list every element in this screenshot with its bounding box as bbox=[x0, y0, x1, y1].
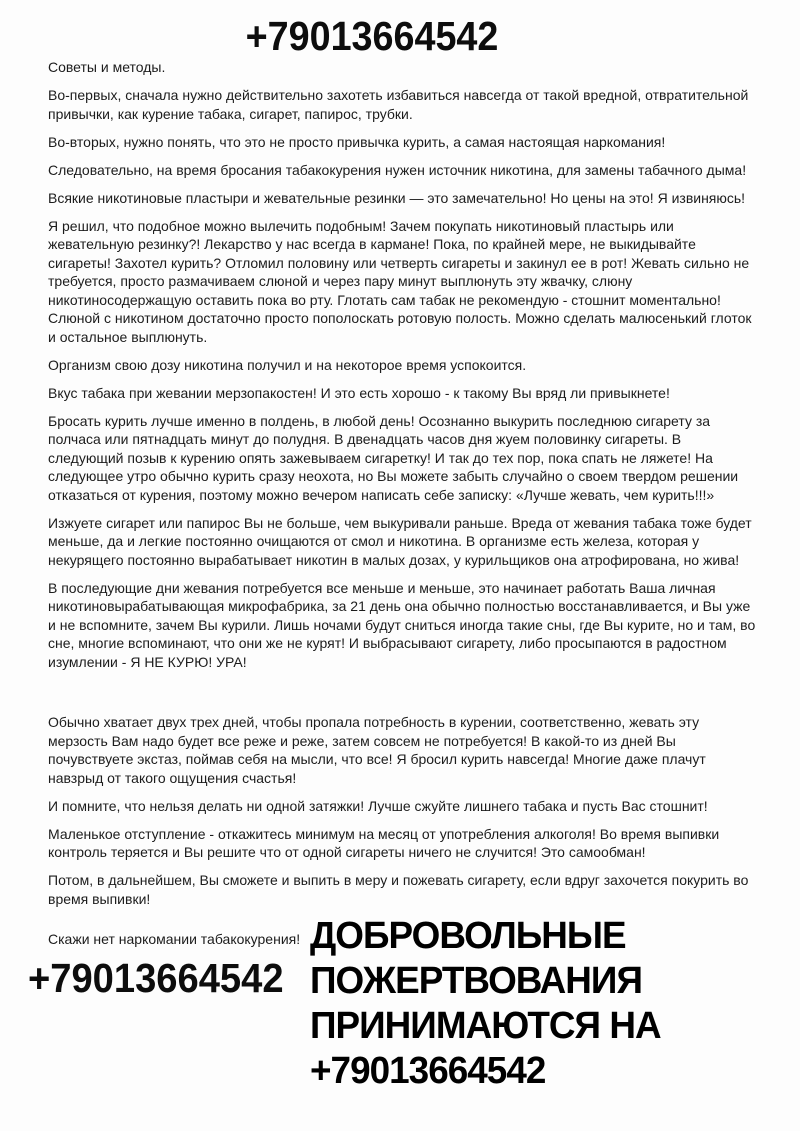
document-body bbox=[48, 86, 756, 908]
paragraph: Потом, в дальнейшем, Вы сможете и выпить в меру и пожевать сигарету, если вдруг захочется покурить во время выпивки! bbox=[48, 872, 749, 907]
paragraph: В последующие дни жевания потребуется все меньше и меньше, это начинает работать Ваша личная никотиновырабатывающая микрофабрика, за 21 день она обычно полностью восстанавливается, и Вы уже и не вспомните, зачем Вы курили. Лишь ночами будут сниться иногда такие сны, где Вы курите, но и там, во сне, многие вспоминают, что они же не курят! И выбрасывают сигарету, либо просыпаются в радостном изумлении - Я НЕ КУРЮ! УРА! bbox=[48, 579, 756, 670]
paragraph: Во-первых, сначала нужно действительно захотеть избавиться навсегда от такой вредной, отвратительной привычки, как курение табака, сигарет, папирос, трубки. bbox=[48, 87, 749, 122]
paragraph: Я решил, что подобное можно вылечить подобным! Зачем покупать никотиновый пластырь или жевательную резинку?! Лекарство у нас всегда в кармане! Пока, по крайней мере, не выкидывайте сигареты! Захотел курить? Отломил половину или четверть сигареты и закинул ее в рот! Жевать сильно не требуется, просто размачиваем слюной и через пару минут выплюнуть эту жвачку, слюну никотиносодержащую оставить пока во рту. Глотать сам табак не рекомендую - стошнит моментально! Слюной с никотином достаточно просто пополоскать ротовую полость. Можно сделать малюсенький глоток и остальное выплюнуть. bbox=[48, 217, 752, 345]
paragraph: Организм свою дозу никотина получил и на некоторое время успокоится. bbox=[48, 356, 527, 373]
footer-phone-number: +79013664542 bbox=[28, 955, 284, 1001]
paragraph: Изжуете сигарет или папирос Вы не больше, чем выкуривали раньше. Вреда от жевания табака тоже будет меньше, да и легкие постоянно очищаются от смол и никотина. В организме есть железа, которая у некурящего постоянно вырабатывает никотин в малых дозах, у курильщиков она атрофирована, но жива! bbox=[48, 514, 752, 568]
donation-phone-number: +79013664542 bbox=[310, 1049, 546, 1092]
document-subtitle: Советы и методы. bbox=[48, 59, 166, 75]
paragraph: Всякие никотиновые пластыри и жевательные резинки — это замечательно! Но цены на это! Я извиняюсь! bbox=[48, 189, 746, 206]
paragraph: И помните, что нельзя делать ни одной затяжки! Лучше сжуйте лишнего табака и пусть Вас стошнит! bbox=[48, 797, 708, 814]
paragraph: Во-вторых, нужно понять, что это не просто привычка курить, а самая настоящая наркомания! bbox=[48, 133, 666, 150]
donation-line-2: ПОЖЕРТВОВАНИЯ bbox=[310, 959, 642, 1002]
paragraph: Бросать курить лучше именно в полдень, в любой день! Осознанно выкурить последнюю сигарету за полчаса или пятнадцать минут до полудня. В двенадцать часов дня жуем половинку сигареты. В следующий позыв к курению опять зажевываем сигаретку! И так до тех пор, пока спать не ляжете! На следующее утро обычно курить сразу неохота, но Вы можете забыть случайно о своем твердом решении отказаться от курения, поэтому можно вечером написать себе записку: «Лучше жевать, чем курить!!!» bbox=[48, 412, 739, 503]
footer-slogan: Скажи нет наркомании табакокурения! bbox=[48, 930, 301, 947]
footer-left-column bbox=[28, 918, 310, 1001]
donation-line-1: ДОБРОВОЛЬНЫЕ bbox=[310, 914, 626, 957]
footer bbox=[28, 914, 756, 1094]
donation-line-3: ПРИНИМАЮТСЯ НА bbox=[310, 1004, 661, 1047]
paragraph: Маленькое отступление - откажитесь минимум на месяц от употребления алкоголя! Во время выпивки контроль теряется и Вы решите что от одной сигареты ничего не случится! Это самообман! bbox=[48, 825, 720, 860]
header-phone-number: +79013664542 bbox=[245, 13, 499, 59]
paragraph: Следовательно, на время бросания табакокурения нужен источник никотина, для замены табачного дыма! bbox=[48, 161, 747, 178]
donation-block bbox=[310, 914, 756, 1094]
paragraph: Обычно хватает двух трех дней, чтобы пропала потребность в курении, соответственно, жевать эту мерзость Вам надо будет все реже и реже, затем совсем не потребуется! В какой-то из дней Вы почувствуете экстаз, поймав себя на мысли, что все! Я бросил курить навсегда! Многие даже плачут навзрыд от такого ощущения счастья! bbox=[48, 714, 706, 786]
paragraph: Вкус табака при жевании мерзопакостен! И это есть хорошо - к такому Вы вряд ли привыкнете! bbox=[48, 384, 670, 401]
